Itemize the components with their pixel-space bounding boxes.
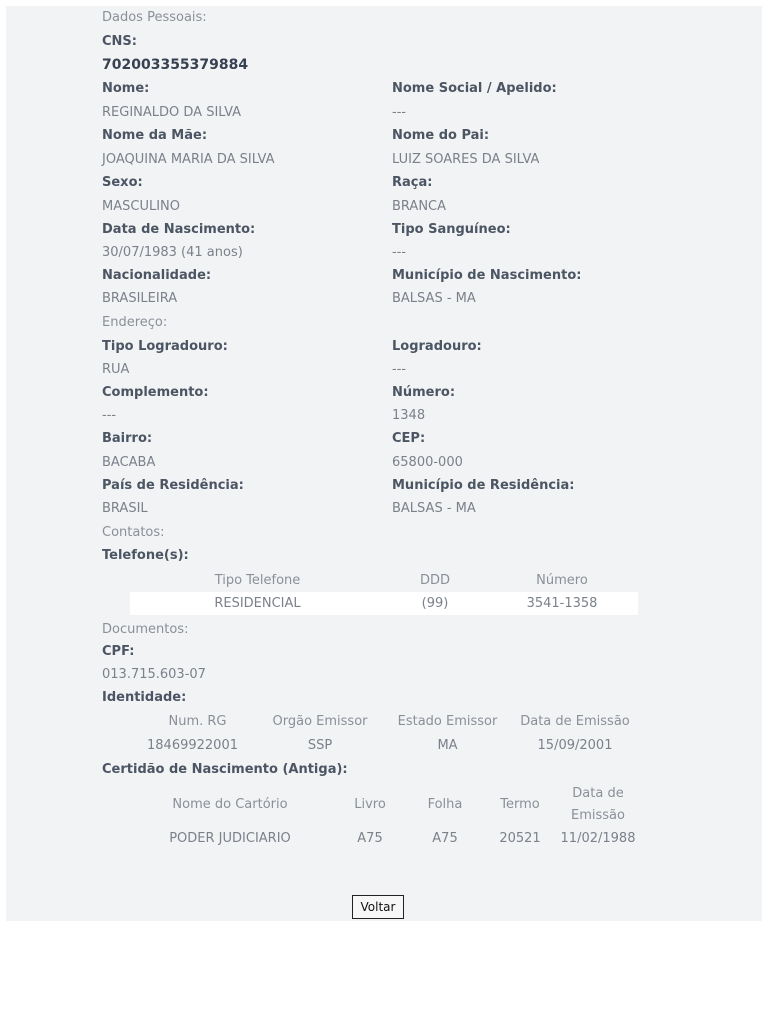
cartorio-data-cell: 11/02/1988 bbox=[560, 831, 636, 846]
logradouro-value: --- bbox=[392, 362, 407, 377]
numero-value: 1348 bbox=[392, 408, 426, 423]
col-header-data-de: Data de bbox=[572, 786, 624, 801]
cartorio-termo-cell: 20521 bbox=[499, 831, 541, 846]
raca-value: BRANCA bbox=[392, 199, 447, 214]
phone-numero-cell: 3541-1358 bbox=[526, 596, 598, 611]
sexo-label: Sexo: bbox=[102, 175, 143, 190]
col-header-tipo-telefone: Tipo Telefone bbox=[214, 573, 301, 588]
cep-value: 65800-000 bbox=[392, 455, 463, 470]
cpf-label: CPF: bbox=[102, 644, 135, 659]
col-header-livro: Livro bbox=[354, 797, 386, 812]
back-button[interactable]: Voltar bbox=[352, 895, 404, 919]
identidade-label: Identidade: bbox=[102, 690, 187, 705]
nacionalidade-value: BRASILEIRA bbox=[102, 291, 178, 306]
col-header-estado-emissor: Estado Emissor bbox=[397, 714, 498, 729]
tipo-logradouro-value: RUA bbox=[102, 362, 130, 377]
col-header-folha: Folha bbox=[427, 797, 463, 812]
certidao-label: Certidão de Nascimento (Antiga): bbox=[102, 762, 348, 777]
col-header-emissao: Emissão bbox=[571, 808, 625, 823]
cartorio-folha-cell: A75 bbox=[432, 831, 458, 846]
pai-label: Nome do Pai: bbox=[392, 128, 490, 143]
municipio-nascimento-label: Município de Nascimento: bbox=[392, 268, 582, 283]
cpf-value: 013.715.603-07 bbox=[102, 667, 206, 682]
complemento-value: --- bbox=[102, 408, 117, 423]
pais-residencia-label: País de Residência: bbox=[102, 478, 244, 493]
col-header-ddd: DDD bbox=[419, 573, 451, 588]
sexo-value: MASCULINO bbox=[102, 199, 180, 214]
nacionalidade-label: Nacionalidade: bbox=[102, 268, 212, 283]
tipo-logradouro-label: Tipo Logradouro: bbox=[102, 339, 228, 354]
section-personal-data: Dados Pessoais: bbox=[102, 10, 207, 25]
cns-label: CNS: bbox=[102, 34, 137, 49]
municipio-residencia-value: BALSAS - MA bbox=[392, 501, 476, 516]
telefones-label: Telefone(s): bbox=[102, 548, 189, 563]
section-address: Endereço: bbox=[102, 315, 168, 330]
rg-data-cell: 15/09/2001 bbox=[537, 738, 613, 753]
municipio-nascimento-value: BALSAS - MA bbox=[392, 291, 476, 306]
nascimento-label: Data de Nascimento: bbox=[102, 222, 256, 237]
phone-tipo-cell: RESIDENCIAL bbox=[214, 596, 301, 611]
col-header-num-rg: Num. RG bbox=[168, 714, 227, 729]
bairro-value: BACABA bbox=[102, 455, 156, 470]
mae-value: JOAQUINA MARIA DA SILVA bbox=[102, 152, 275, 167]
bairro-label: Bairro: bbox=[102, 431, 153, 446]
mae-label: Nome da Mãe: bbox=[102, 128, 208, 143]
logradouro-label: Logradouro: bbox=[392, 339, 482, 354]
municipio-residencia-label: Município de Residência: bbox=[392, 478, 575, 493]
col-header-orgao-emissor: Orgão Emissor bbox=[272, 714, 368, 729]
sangue-value: --- bbox=[392, 245, 407, 260]
col-header-termo: Termo bbox=[500, 797, 540, 812]
col-header-data-emissao: Data de Emissão bbox=[520, 714, 630, 729]
raca-label: Raça: bbox=[392, 175, 433, 190]
cartorio-livro-cell: A75 bbox=[357, 831, 383, 846]
pai-value: LUIZ SOARES DA SILVA bbox=[392, 152, 540, 167]
nome-social-label: Nome Social / Apelido: bbox=[392, 81, 557, 96]
col-header-nome-cartorio: Nome do Cartório bbox=[172, 797, 288, 812]
cns-value: 702003355379884 bbox=[102, 57, 249, 73]
col-header-numero: Número bbox=[536, 573, 588, 588]
section-documents: Documentos: bbox=[102, 622, 189, 637]
numero-label: Número: bbox=[392, 385, 456, 400]
phone-ddd-cell: (99) bbox=[421, 596, 449, 611]
complemento-label: Complemento: bbox=[102, 385, 209, 400]
cartorio-nome-cell: PODER JUDICIARIO bbox=[169, 831, 291, 846]
cep-label: CEP: bbox=[392, 431, 426, 446]
pais-residencia-value: BRASIL bbox=[102, 501, 148, 516]
rg-orgao-cell: SSP bbox=[307, 738, 333, 753]
sangue-label: Tipo Sanguíneo: bbox=[392, 222, 511, 237]
rg-estado-cell: MA bbox=[437, 738, 458, 753]
nome-label: Nome: bbox=[102, 81, 150, 96]
nascimento-value: 30/07/1983 (41 anos) bbox=[102, 245, 243, 260]
section-contacts: Contatos: bbox=[102, 525, 165, 540]
rg-number-cell: 18469922001 bbox=[147, 738, 238, 753]
nome-social-value: --- bbox=[392, 105, 407, 120]
nome-value: REGINALDO DA SILVA bbox=[102, 105, 242, 120]
